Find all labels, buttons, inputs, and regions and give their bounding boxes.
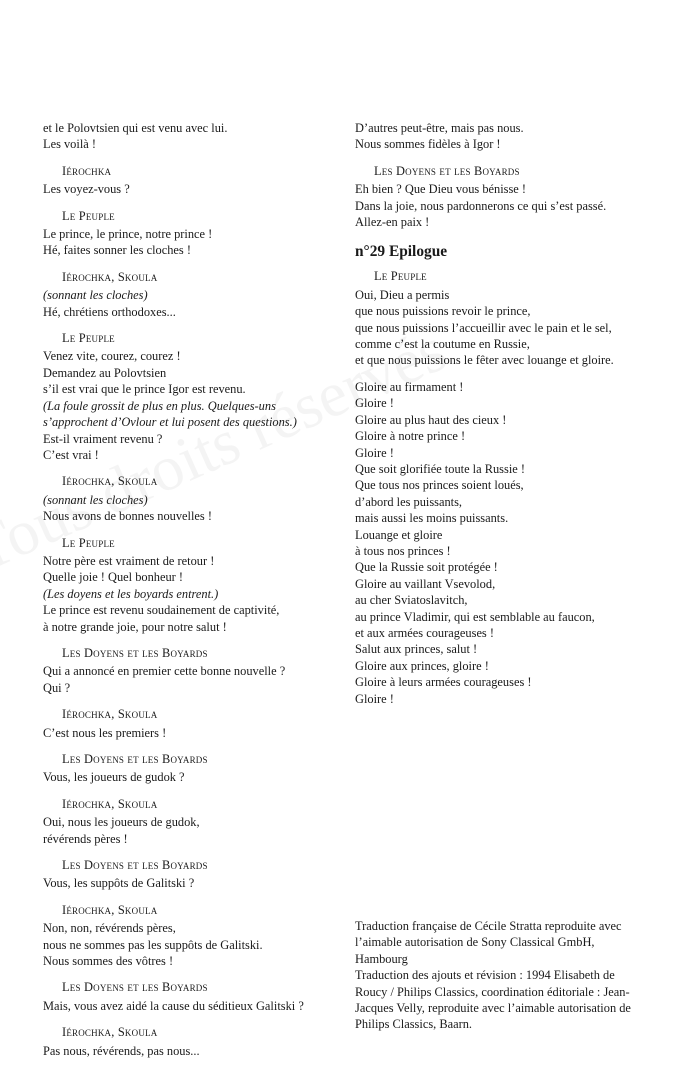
dialogue-block	[43, 330, 343, 463]
speaker-name: Iérochka, Skoula	[62, 796, 158, 811]
lyric-line: D’autres peut-être, mais pas nous.	[355, 121, 524, 135]
epilogue-verse-2	[355, 379, 680, 707]
dialogue-block	[43, 751, 343, 786]
speaker-name: Iérochka, Skoula	[62, 707, 158, 722]
right-column	[355, 120, 680, 707]
speaker-label	[43, 902, 343, 918]
lyric-line: Hé, chrétiens orthodoxes...	[43, 304, 176, 319]
dialogue-block	[43, 706, 343, 741]
lyric-line: Gloire !	[355, 445, 394, 460]
speaker-name: Le Peuple	[374, 269, 427, 284]
lyric-line: Nous sommes fidèles à Igor !	[355, 137, 501, 152]
dialogue-block	[43, 902, 343, 970]
lyric-line: Est-il vraiment revenu ?	[43, 431, 163, 446]
dialogue-block	[43, 120, 343, 153]
lyric-line: Gloire au firmament !	[355, 379, 464, 394]
speaker-name: Les Doyens et les Boyards	[62, 858, 208, 873]
speaker-label	[43, 979, 343, 995]
lyric-line: Que tous nos princes soient loués,	[355, 478, 524, 493]
lyric-line: nous ne sommes pas les suppôts de Galitski.	[43, 937, 263, 952]
dialogue-block	[355, 163, 680, 231]
lyric-line: Salut aux princes, salut !	[355, 642, 478, 657]
epilogue-speaker	[355, 268, 680, 284]
credit-line: Roucy / Philips Classics, coordination éditoriale : Jean-	[355, 984, 630, 999]
speaker-name: Les Doyens et les Boyards	[374, 163, 520, 178]
verse-spacer	[355, 369, 680, 379]
dialogue-block	[43, 473, 343, 524]
lyric-line: et le Polovtsien qui est venu avec lui.	[43, 121, 228, 135]
credit-line: Jacques Velly, reproduite avec l’aimable autorisation de	[355, 1001, 631, 1016]
lyric-line: Oui, Dieu a permis	[355, 287, 450, 302]
lyric-line: au prince Vladimir, qui est semblable au faucon,	[355, 609, 595, 624]
lyric-line: Louange et gloire	[355, 527, 443, 542]
speaker-label	[43, 535, 343, 551]
speaker-name: Le Peuple	[62, 535, 115, 550]
lyric-line: C’est vrai !	[43, 447, 99, 462]
speaker-label	[43, 706, 343, 722]
lyric-line: d’abord les puissants,	[355, 494, 463, 509]
lyric-line: Qui a annoncé en premier cette bonne nouvelle ?	[43, 664, 286, 679]
dialogue-block	[43, 1024, 343, 1059]
stage-direction: (La foule grossit de plus en plus. Quelques-uns	[43, 398, 276, 413]
lyric-line: Demandez au Polovtsien	[43, 365, 167, 380]
lyric-line: Vous, les joueurs de gudok ?	[43, 770, 185, 785]
lyric-line: Notre père est vraiment de retour !	[43, 553, 215, 568]
credit-line: Traduction des ajouts et révision : 1994 Elisabeth de	[355, 968, 615, 983]
stage-direction: (Les doyens et les boyards entrent.)	[43, 586, 219, 601]
epilogue-heading: n°29 Epilogue	[355, 243, 448, 261]
left-column	[43, 120, 343, 1069]
speaker-name: Les Doyens et les Boyards	[62, 980, 208, 995]
speaker-label	[43, 208, 343, 224]
lyric-line: Nous avons de bonnes nouvelles !	[43, 509, 212, 524]
lyric-line: Le prince est revenu soudainement de captivité,	[43, 603, 280, 618]
speaker-label	[43, 751, 343, 767]
speaker-label	[355, 163, 680, 179]
lyric-line: à tous nos princes !	[355, 543, 451, 558]
lyric-line: Gloire à notre prince !	[355, 429, 466, 444]
lyric-line: Gloire au vaillant Vsevolod,	[355, 576, 496, 591]
dialogue-block	[43, 857, 343, 892]
lyric-line: Que soit glorifiée toute la Russie !	[355, 461, 525, 476]
lyric-line: Nous sommes des vôtres !	[43, 954, 174, 969]
lyric-line: Qui ?	[43, 680, 71, 695]
speaker-name: Iérochka, Skoula	[62, 269, 158, 284]
credit-line: Philips Classics, Baarn.	[355, 1017, 473, 1032]
speaker-name: Le Peuple	[62, 208, 115, 223]
speaker-name: Les Doyens et les Boyards	[62, 752, 208, 766]
epilogue-verse-1	[355, 287, 680, 369]
lyric-line: Hé, faites sonner les cloches !	[43, 243, 191, 258]
lyric-line: Allez-en paix !	[355, 215, 430, 230]
lyric-line: Gloire !	[355, 396, 394, 411]
dialogue-block	[43, 796, 343, 847]
lyric-line: Les voilà !	[43, 137, 96, 152]
speaker-label	[43, 1024, 343, 1040]
lyric-line: que nous puissions l’accueillir avec le pain et le sel,	[355, 320, 612, 335]
dialogue-block	[355, 120, 680, 153]
lyric-line: Eh bien ? Que Dieu vous bénisse !	[355, 182, 527, 197]
speaker-name: Iérochka, Skoula	[62, 474, 158, 489]
lyric-line: Pas nous, révérends, pas nous...	[43, 1043, 200, 1058]
dialogue-block	[43, 163, 343, 198]
lyric-line: Dans la joie, nous pardonnerons ce qui s’est passé.	[355, 198, 607, 213]
lyric-line: mais aussi les moins puissants.	[355, 511, 509, 526]
lyric-line: et aux armées courageuses !	[355, 625, 494, 640]
speaker-name: Le Peuple	[62, 331, 115, 346]
lyric-line: à notre grande joie, pour notre salut !	[43, 619, 227, 634]
lyric-line: et que nous puissions le fêter avec louange et gloire.	[355, 353, 614, 368]
lyric-line: que nous puissions revoir le prince,	[355, 304, 531, 319]
speaker-label	[43, 473, 343, 489]
lyric-line: C’est nous les premiers !	[43, 725, 167, 740]
lyric-line: Quelle joie ! Quel bonheur !	[43, 570, 184, 585]
dialogue-block	[43, 535, 343, 635]
credit-line: l’aimable autorisation de Sony Classical GmbH,	[355, 935, 595, 950]
credit-line: Traduction française de Cécile Stratta reproduite avec	[355, 919, 622, 933]
stage-direction: (sonnant les cloches)	[43, 288, 148, 303]
dialogue-block	[43, 269, 343, 320]
speaker-label	[43, 163, 343, 179]
lyric-line: Le prince, le prince, notre prince !	[43, 227, 213, 242]
lyric-line: au cher Sviatoslavitch,	[355, 593, 468, 608]
speaker-label	[43, 330, 343, 346]
lyric-line: Vous, les suppôts de Galitski ?	[43, 876, 195, 891]
lyric-line: Oui, nous les joueurs de gudok,	[43, 815, 200, 830]
translation-credits	[355, 918, 675, 1033]
speaker-name: Iérochka, Skoula	[62, 902, 158, 917]
dialogue-block	[43, 979, 343, 1014]
dialogue-block	[43, 208, 343, 259]
lyric-line: Non, non, révérends pères,	[43, 921, 176, 936]
lyric-line: Que la Russie soit protégée !	[355, 560, 498, 575]
speaker-label	[43, 269, 343, 285]
speaker-name: Iérochka	[62, 163, 112, 178]
right-dialogue	[355, 120, 680, 230]
lyric-line: Gloire !	[355, 691, 394, 706]
speaker-label	[43, 857, 343, 873]
stage-direction: s’approchent d’Ovlour et lui posent des questions.)	[43, 415, 297, 430]
lyric-line: Gloire au plus haut des cieux !	[355, 412, 507, 427]
credit-line: Hambourg	[355, 951, 408, 966]
lyric-line: Gloire à leurs armées courageuses !	[355, 675, 532, 690]
lyric-line: Venez vite, courez, courez !	[43, 349, 181, 364]
lyric-line: Mais, vous avez aidé la cause du séditieux Galitski ?	[43, 998, 304, 1013]
lyric-line: révérends pères !	[43, 831, 128, 846]
dialogue-block	[43, 645, 343, 696]
speaker-name: Iérochka, Skoula	[62, 1025, 158, 1040]
lyric-line: Les voyez-vous ?	[43, 182, 130, 197]
lyric-line: s’il est vrai que le prince Igor est revenu.	[43, 382, 246, 397]
speaker-name: Les Doyens et les Boyards	[62, 645, 208, 660]
speaker-label	[43, 796, 343, 812]
lyric-line: Gloire aux princes, gloire !	[355, 658, 489, 673]
speaker-label	[43, 645, 343, 661]
stage-direction: (sonnant les cloches)	[43, 492, 148, 507]
lyric-line: comme c’est la coutume en Russie,	[355, 337, 530, 352]
